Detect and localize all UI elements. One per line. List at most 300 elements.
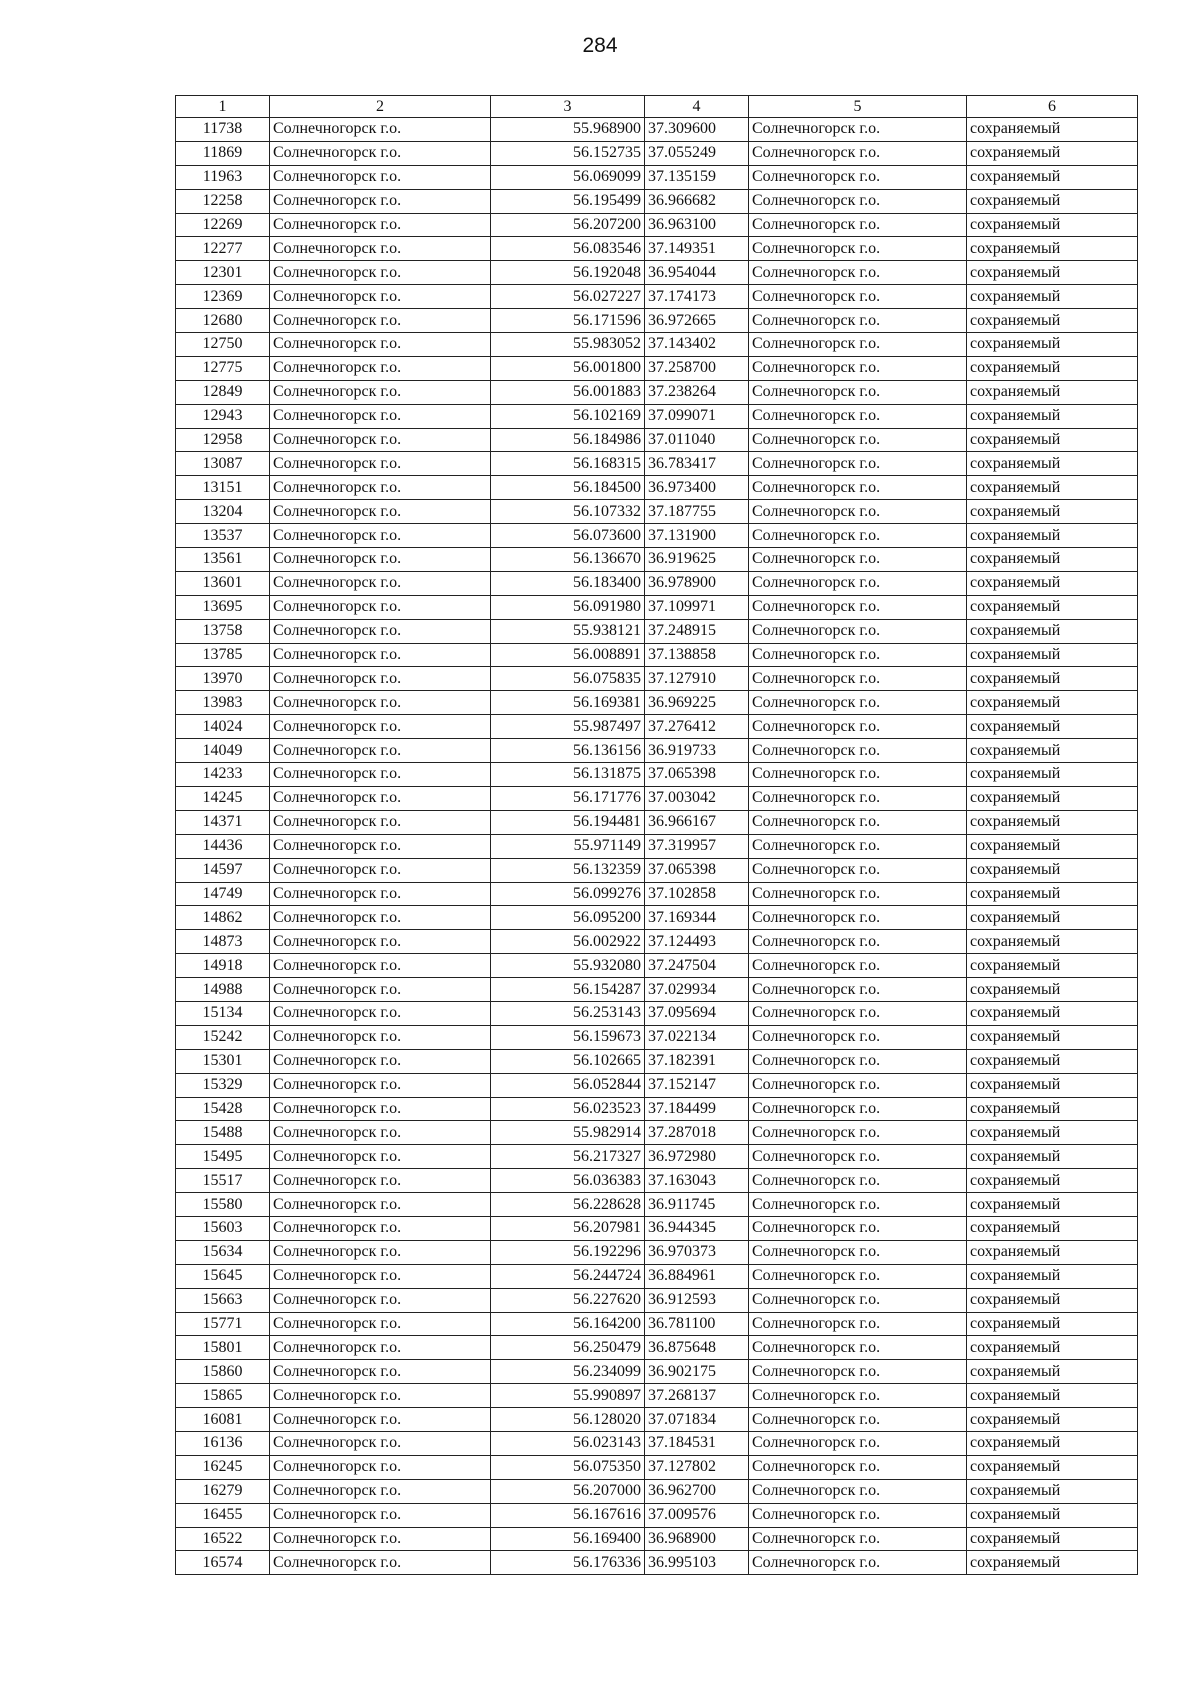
district-cell: Солнечногорск г.о. bbox=[270, 930, 491, 954]
object-id-cell: 13537 bbox=[176, 524, 270, 548]
municipality-cell: Солнечногорск г.о. bbox=[749, 213, 967, 237]
longitude-cell: 37.071834 bbox=[645, 1408, 749, 1432]
object-id-cell: 13151 bbox=[176, 476, 270, 500]
table-row bbox=[176, 1264, 1138, 1288]
latitude-cell: 56.152735 bbox=[491, 141, 645, 165]
object-id-cell: 15134 bbox=[176, 1001, 270, 1025]
object-id-cell: 14049 bbox=[176, 739, 270, 763]
table-row bbox=[176, 1145, 1138, 1169]
longitude-cell: 36.973400 bbox=[645, 476, 749, 500]
table-row bbox=[176, 261, 1138, 285]
object-id-cell: 12258 bbox=[176, 189, 270, 213]
status-cell: сохраняемый bbox=[967, 1551, 1138, 1575]
longitude-cell: 37.152147 bbox=[645, 1073, 749, 1097]
status-cell: сохраняемый bbox=[967, 1097, 1138, 1121]
district-cell: Солнечногорск г.о. bbox=[270, 858, 491, 882]
status-cell: сохраняемый bbox=[967, 548, 1138, 572]
object-id-cell: 13785 bbox=[176, 643, 270, 667]
object-id-cell: 15495 bbox=[176, 1145, 270, 1169]
municipality-cell: Солнечногорск г.о. bbox=[749, 954, 967, 978]
latitude-cell: 56.159673 bbox=[491, 1025, 645, 1049]
longitude-cell: 36.966682 bbox=[645, 189, 749, 213]
table-row bbox=[176, 1049, 1138, 1073]
municipality-cell: Солнечногорск г.о. bbox=[749, 165, 967, 189]
latitude-cell: 56.069099 bbox=[491, 165, 645, 189]
longitude-cell: 37.174173 bbox=[645, 285, 749, 309]
latitude-cell: 56.192296 bbox=[491, 1240, 645, 1264]
object-id-cell: 14749 bbox=[176, 882, 270, 906]
table-row bbox=[176, 1479, 1138, 1503]
latitude-cell: 56.095200 bbox=[491, 906, 645, 930]
object-id-cell: 15771 bbox=[176, 1312, 270, 1336]
longitude-cell: 37.065398 bbox=[645, 763, 749, 787]
object-id-cell: 15428 bbox=[176, 1097, 270, 1121]
municipality-cell: Солнечногорск г.о. bbox=[749, 1240, 967, 1264]
object-id-cell: 12277 bbox=[176, 237, 270, 261]
municipality-cell: Солнечногорск г.о. bbox=[749, 1479, 967, 1503]
object-id-cell: 12775 bbox=[176, 356, 270, 380]
district-cell: Солнечногорск г.о. bbox=[270, 715, 491, 739]
latitude-cell: 56.227620 bbox=[491, 1288, 645, 1312]
municipality-cell: Солнечногорск г.о. bbox=[749, 1121, 967, 1145]
status-cell: сохраняемый bbox=[967, 643, 1138, 667]
status-cell: сохраняемый bbox=[967, 404, 1138, 428]
latitude-cell: 56.195499 bbox=[491, 189, 645, 213]
column-header: 5 bbox=[749, 96, 967, 118]
municipality-cell: Солнечногорск г.о. bbox=[749, 1193, 967, 1217]
municipality-cell: Солнечногорск г.о. bbox=[749, 715, 967, 739]
latitude-cell: 56.253143 bbox=[491, 1001, 645, 1025]
table-row bbox=[176, 1503, 1138, 1527]
status-cell: сохраняемый bbox=[967, 165, 1138, 189]
longitude-cell: 37.065398 bbox=[645, 858, 749, 882]
longitude-cell: 37.184499 bbox=[645, 1097, 749, 1121]
latitude-cell: 56.023523 bbox=[491, 1097, 645, 1121]
status-cell: сохраняемый bbox=[967, 1312, 1138, 1336]
municipality-cell: Солнечногорск г.о. bbox=[749, 667, 967, 691]
status-cell: сохраняемый bbox=[967, 858, 1138, 882]
object-id-cell: 15603 bbox=[176, 1216, 270, 1240]
longitude-cell: 36.781100 bbox=[645, 1312, 749, 1336]
municipality-cell: Солнечногорск г.о. bbox=[749, 1455, 967, 1479]
table-row bbox=[176, 1336, 1138, 1360]
status-cell: сохраняемый bbox=[967, 1408, 1138, 1432]
table-row bbox=[176, 1384, 1138, 1408]
column-header: 4 bbox=[645, 96, 749, 118]
municipality-cell: Солнечногорск г.о. bbox=[749, 619, 967, 643]
latitude-cell: 56.217327 bbox=[491, 1145, 645, 1169]
district-cell: Солнечногорск г.о. bbox=[270, 1121, 491, 1145]
status-cell: сохраняемый bbox=[967, 1240, 1138, 1264]
object-id-cell: 13561 bbox=[176, 548, 270, 572]
table-row bbox=[176, 810, 1138, 834]
municipality-cell: Солнечногорск г.о. bbox=[749, 237, 967, 261]
status-cell: сохраняемый bbox=[967, 1336, 1138, 1360]
table-row bbox=[176, 404, 1138, 428]
object-id-cell: 14862 bbox=[176, 906, 270, 930]
table-header-row bbox=[176, 96, 1138, 118]
municipality-cell: Солнечногорск г.о. bbox=[749, 1336, 967, 1360]
latitude-cell: 56.171776 bbox=[491, 786, 645, 810]
municipality-cell: Солнечногорск г.о. bbox=[749, 858, 967, 882]
object-id-cell: 15801 bbox=[176, 1336, 270, 1360]
longitude-cell: 37.022134 bbox=[645, 1025, 749, 1049]
object-id-cell: 13970 bbox=[176, 667, 270, 691]
district-cell: Солнечногорск г.о. bbox=[270, 1169, 491, 1193]
district-cell: Солнечногорск г.о. bbox=[270, 763, 491, 787]
latitude-cell: 56.102665 bbox=[491, 1049, 645, 1073]
district-cell: Солнечногорск г.о. bbox=[270, 500, 491, 524]
table-row bbox=[176, 1312, 1138, 1336]
table-row bbox=[176, 1121, 1138, 1145]
municipality-cell: Солнечногорск г.о. bbox=[749, 261, 967, 285]
latitude-cell: 56.207000 bbox=[491, 1479, 645, 1503]
table-row bbox=[176, 715, 1138, 739]
status-cell: сохраняемый bbox=[967, 691, 1138, 715]
table-row bbox=[176, 763, 1138, 787]
status-cell: сохраняемый bbox=[967, 786, 1138, 810]
municipality-cell: Солнечногорск г.о. bbox=[749, 1216, 967, 1240]
district-cell: Солнечногорск г.о. bbox=[270, 1455, 491, 1479]
object-id-cell: 15860 bbox=[176, 1360, 270, 1384]
municipality-cell: Солнечногорск г.о. bbox=[749, 978, 967, 1002]
object-id-cell: 16574 bbox=[176, 1551, 270, 1575]
object-id-cell: 14371 bbox=[176, 810, 270, 834]
longitude-cell: 37.149351 bbox=[645, 237, 749, 261]
municipality-cell: Солнечногорск г.о. bbox=[749, 118, 967, 142]
table-row bbox=[176, 237, 1138, 261]
latitude-cell: 56.052844 bbox=[491, 1073, 645, 1097]
table-row bbox=[176, 1193, 1138, 1217]
object-id-cell: 12369 bbox=[176, 285, 270, 309]
object-id-cell: 16136 bbox=[176, 1431, 270, 1455]
column-header: 1 bbox=[176, 96, 270, 118]
table-row bbox=[176, 548, 1138, 572]
page-number: 284 bbox=[582, 34, 618, 57]
district-cell: Солнечногорск г.о. bbox=[270, 1384, 491, 1408]
district-cell: Солнечногорск г.о. bbox=[270, 333, 491, 357]
district-cell: Солнечногорск г.о. bbox=[270, 380, 491, 404]
district-cell: Солнечногорск г.о. bbox=[270, 978, 491, 1002]
status-cell: сохраняемый bbox=[967, 1001, 1138, 1025]
table-row bbox=[176, 930, 1138, 954]
status-cell: сохраняемый bbox=[967, 213, 1138, 237]
municipality-cell: Солнечногорск г.о. bbox=[749, 1025, 967, 1049]
object-id-cell: 14988 bbox=[176, 978, 270, 1002]
status-cell: сохраняемый bbox=[967, 476, 1138, 500]
latitude-cell: 55.983052 bbox=[491, 333, 645, 357]
longitude-cell: 37.268137 bbox=[645, 1384, 749, 1408]
object-id-cell: 13087 bbox=[176, 452, 270, 476]
municipality-cell: Солнечногорск г.о. bbox=[749, 691, 967, 715]
municipality-cell: Солнечногорск г.о. bbox=[749, 141, 967, 165]
status-cell: сохраняемый bbox=[967, 715, 1138, 739]
municipality-cell: Солнечногорск г.о. bbox=[749, 834, 967, 858]
column-header: 2 bbox=[270, 96, 491, 118]
table-row bbox=[176, 906, 1138, 930]
district-cell: Солнечногорск г.о. bbox=[270, 834, 491, 858]
longitude-cell: 37.169344 bbox=[645, 906, 749, 930]
object-id-cell: 14597 bbox=[176, 858, 270, 882]
longitude-cell: 37.003042 bbox=[645, 786, 749, 810]
municipality-cell: Солнечногорск г.о. bbox=[749, 356, 967, 380]
status-cell: сохраняемый bbox=[967, 524, 1138, 548]
longitude-cell: 37.135159 bbox=[645, 165, 749, 189]
latitude-cell: 56.132359 bbox=[491, 858, 645, 882]
latitude-cell: 56.184986 bbox=[491, 428, 645, 452]
object-id-cell: 13204 bbox=[176, 500, 270, 524]
latitude-cell: 55.938121 bbox=[491, 619, 645, 643]
municipality-cell: Солнечногорск г.о. bbox=[749, 548, 967, 572]
latitude-cell: 56.001800 bbox=[491, 356, 645, 380]
object-id-cell: 15663 bbox=[176, 1288, 270, 1312]
district-cell: Солнечногорск г.о. bbox=[270, 882, 491, 906]
district-cell: Солнечногорск г.о. bbox=[270, 595, 491, 619]
latitude-cell: 56.099276 bbox=[491, 882, 645, 906]
latitude-cell: 56.136156 bbox=[491, 739, 645, 763]
longitude-cell: 37.309600 bbox=[645, 118, 749, 142]
longitude-cell: 36.875648 bbox=[645, 1336, 749, 1360]
longitude-cell: 36.912593 bbox=[645, 1288, 749, 1312]
status-cell: сохраняемый bbox=[967, 763, 1138, 787]
longitude-cell: 36.944345 bbox=[645, 1216, 749, 1240]
district-cell: Солнечногорск г.о. bbox=[270, 1431, 491, 1455]
table-row bbox=[176, 452, 1138, 476]
status-cell: сохраняемый bbox=[967, 1360, 1138, 1384]
table-row bbox=[176, 309, 1138, 333]
latitude-cell: 56.075350 bbox=[491, 1455, 645, 1479]
status-cell: сохраняемый bbox=[967, 189, 1138, 213]
longitude-cell: 36.919625 bbox=[645, 548, 749, 572]
district-cell: Солнечногорск г.о. bbox=[270, 571, 491, 595]
longitude-cell: 36.968900 bbox=[645, 1527, 749, 1551]
table-body bbox=[176, 118, 1138, 1575]
object-id-cell: 12958 bbox=[176, 428, 270, 452]
latitude-cell: 56.192048 bbox=[491, 261, 645, 285]
object-id-cell: 13695 bbox=[176, 595, 270, 619]
status-cell: сохраняемый bbox=[967, 667, 1138, 691]
latitude-cell: 55.932080 bbox=[491, 954, 645, 978]
longitude-cell: 37.102858 bbox=[645, 882, 749, 906]
longitude-cell: 36.884961 bbox=[645, 1264, 749, 1288]
status-cell: сохраняемый bbox=[967, 1384, 1138, 1408]
status-cell: сохраняемый bbox=[967, 1479, 1138, 1503]
longitude-cell: 36.919733 bbox=[645, 739, 749, 763]
table-row bbox=[176, 858, 1138, 882]
longitude-cell: 36.995103 bbox=[645, 1551, 749, 1575]
municipality-cell: Солнечногорск г.о. bbox=[749, 786, 967, 810]
registry-table bbox=[175, 95, 1138, 1575]
municipality-cell: Солнечногорск г.о. bbox=[749, 1431, 967, 1455]
longitude-cell: 37.247504 bbox=[645, 954, 749, 978]
latitude-cell: 56.176336 bbox=[491, 1551, 645, 1575]
municipality-cell: Солнечногорск г.о. bbox=[749, 1408, 967, 1432]
status-cell: сохраняемый bbox=[967, 1288, 1138, 1312]
district-cell: Солнечногорск г.о. bbox=[270, 1240, 491, 1264]
table-row bbox=[176, 882, 1138, 906]
object-id-cell: 16245 bbox=[176, 1455, 270, 1479]
table-row bbox=[176, 476, 1138, 500]
district-cell: Солнечногорск г.о. bbox=[270, 667, 491, 691]
district-cell: Солнечногорск г.о. bbox=[270, 548, 491, 572]
municipality-cell: Солнечногорск г.о. bbox=[749, 500, 967, 524]
district-cell: Солнечногорск г.о. bbox=[270, 1336, 491, 1360]
object-id-cell: 16081 bbox=[176, 1408, 270, 1432]
municipality-cell: Солнечногорск г.о. bbox=[749, 333, 967, 357]
longitude-cell: 36.963100 bbox=[645, 213, 749, 237]
municipality-cell: Солнечногорск г.о. bbox=[749, 1169, 967, 1193]
table-row bbox=[176, 667, 1138, 691]
object-id-cell: 16522 bbox=[176, 1527, 270, 1551]
municipality-cell: Солнечногорск г.о. bbox=[749, 1145, 967, 1169]
municipality-cell: Солнечногорск г.о. bbox=[749, 1312, 967, 1336]
status-cell: сохраняемый bbox=[967, 571, 1138, 595]
table-row bbox=[176, 786, 1138, 810]
table-row bbox=[176, 356, 1138, 380]
object-id-cell: 13758 bbox=[176, 619, 270, 643]
district-cell: Солнечногорск г.о. bbox=[270, 261, 491, 285]
longitude-cell: 36.962700 bbox=[645, 1479, 749, 1503]
object-id-cell: 14873 bbox=[176, 930, 270, 954]
district-cell: Солнечногорск г.о. bbox=[270, 1073, 491, 1097]
municipality-cell: Солнечногорск г.о. bbox=[749, 643, 967, 667]
municipality-cell: Солнечногорск г.о. bbox=[749, 1073, 967, 1097]
table-row bbox=[176, 380, 1138, 404]
table-row bbox=[176, 834, 1138, 858]
longitude-cell: 37.095694 bbox=[645, 1001, 749, 1025]
object-id-cell: 12680 bbox=[176, 309, 270, 333]
longitude-cell: 37.276412 bbox=[645, 715, 749, 739]
object-id-cell: 12849 bbox=[176, 380, 270, 404]
district-cell: Солнечногорск г.о. bbox=[270, 786, 491, 810]
latitude-cell: 56.036383 bbox=[491, 1169, 645, 1193]
object-id-cell: 15865 bbox=[176, 1384, 270, 1408]
table-row bbox=[176, 691, 1138, 715]
status-cell: сохраняемый bbox=[967, 500, 1138, 524]
latitude-cell: 56.008891 bbox=[491, 643, 645, 667]
latitude-cell: 56.184500 bbox=[491, 476, 645, 500]
municipality-cell: Солнечногорск г.о. bbox=[749, 189, 967, 213]
longitude-cell: 36.966167 bbox=[645, 810, 749, 834]
column-header: 3 bbox=[491, 96, 645, 118]
district-cell: Солнечногорск г.о. bbox=[270, 1145, 491, 1169]
latitude-cell: 56.168315 bbox=[491, 452, 645, 476]
district-cell: Солнечногорск г.о. bbox=[270, 118, 491, 142]
municipality-cell: Солнечногорск г.о. bbox=[749, 1264, 967, 1288]
latitude-cell: 56.107332 bbox=[491, 500, 645, 524]
status-cell: сохраняемый bbox=[967, 1216, 1138, 1240]
district-cell: Солнечногорск г.о. bbox=[270, 810, 491, 834]
longitude-cell: 37.187755 bbox=[645, 500, 749, 524]
table-row bbox=[176, 1431, 1138, 1455]
longitude-cell: 36.954044 bbox=[645, 261, 749, 285]
status-cell: сохраняемый bbox=[967, 1073, 1138, 1097]
table-row bbox=[176, 1527, 1138, 1551]
table-row bbox=[176, 333, 1138, 357]
status-cell: сохраняемый bbox=[967, 452, 1138, 476]
table-row bbox=[176, 954, 1138, 978]
district-cell: Солнечногорск г.о. bbox=[270, 643, 491, 667]
status-cell: сохраняемый bbox=[967, 118, 1138, 142]
object-id-cell: 11869 bbox=[176, 141, 270, 165]
longitude-cell: 37.099071 bbox=[645, 404, 749, 428]
object-id-cell: 16455 bbox=[176, 1503, 270, 1527]
status-cell: сохраняемый bbox=[967, 1264, 1138, 1288]
object-id-cell: 15634 bbox=[176, 1240, 270, 1264]
district-cell: Солнечногорск г.о. bbox=[270, 1360, 491, 1384]
municipality-cell: Солнечногорск г.о. bbox=[749, 906, 967, 930]
municipality-cell: Солнечногорск г.о. bbox=[749, 1001, 967, 1025]
latitude-cell: 56.023143 bbox=[491, 1431, 645, 1455]
status-cell: сохраняемый bbox=[967, 1431, 1138, 1455]
status-cell: сохраняемый bbox=[967, 978, 1138, 1002]
district-cell: Солнечногорск г.о. bbox=[270, 739, 491, 763]
status-cell: сохраняемый bbox=[967, 1455, 1138, 1479]
status-cell: сохраняемый bbox=[967, 261, 1138, 285]
status-cell: сохраняемый bbox=[967, 1527, 1138, 1551]
table-row bbox=[176, 1001, 1138, 1025]
latitude-cell: 56.027227 bbox=[491, 285, 645, 309]
longitude-cell: 37.131900 bbox=[645, 524, 749, 548]
municipality-cell: Солнечногорск г.о. bbox=[749, 524, 967, 548]
status-cell: сохраняемый bbox=[967, 834, 1138, 858]
table-row bbox=[176, 118, 1138, 142]
object-id-cell: 12943 bbox=[176, 404, 270, 428]
longitude-cell: 37.258700 bbox=[645, 356, 749, 380]
municipality-cell: Солнечногорск г.о. bbox=[749, 452, 967, 476]
longitude-cell: 37.109971 bbox=[645, 595, 749, 619]
table-row bbox=[176, 428, 1138, 452]
district-cell: Солнечногорск г.о. bbox=[270, 452, 491, 476]
district-cell: Солнечногорск г.о. bbox=[270, 906, 491, 930]
longitude-cell: 37.248915 bbox=[645, 619, 749, 643]
status-cell: сохраняемый bbox=[967, 595, 1138, 619]
status-cell: сохраняемый bbox=[967, 954, 1138, 978]
object-id-cell: 15301 bbox=[176, 1049, 270, 1073]
table-row bbox=[176, 1408, 1138, 1432]
latitude-cell: 56.075835 bbox=[491, 667, 645, 691]
object-id-cell: 15645 bbox=[176, 1264, 270, 1288]
district-cell: Солнечногорск г.о. bbox=[270, 404, 491, 428]
latitude-cell: 56.164200 bbox=[491, 1312, 645, 1336]
district-cell: Солнечногорск г.о. bbox=[270, 1312, 491, 1336]
table-row bbox=[176, 141, 1138, 165]
latitude-cell: 56.183400 bbox=[491, 571, 645, 595]
latitude-cell: 56.002922 bbox=[491, 930, 645, 954]
status-cell: сохраняемый bbox=[967, 356, 1138, 380]
municipality-cell: Солнечногорск г.о. bbox=[749, 1384, 967, 1408]
table-row bbox=[176, 571, 1138, 595]
latitude-cell: 56.169400 bbox=[491, 1527, 645, 1551]
latitude-cell: 56.167616 bbox=[491, 1503, 645, 1527]
object-id-cell: 15517 bbox=[176, 1169, 270, 1193]
district-cell: Солнечногорск г.о. bbox=[270, 1049, 491, 1073]
latitude-cell: 56.207981 bbox=[491, 1216, 645, 1240]
municipality-cell: Солнечногорск г.о. bbox=[749, 571, 967, 595]
municipality-cell: Солнечногорск г.о. bbox=[749, 1097, 967, 1121]
latitude-cell: 55.971149 bbox=[491, 834, 645, 858]
longitude-cell: 37.184531 bbox=[645, 1431, 749, 1455]
table-row bbox=[176, 1360, 1138, 1384]
district-cell: Солнечногорск г.о. bbox=[270, 1001, 491, 1025]
table-row bbox=[176, 165, 1138, 189]
district-cell: Солнечногорск г.о. bbox=[270, 237, 491, 261]
latitude-cell: 56.083546 bbox=[491, 237, 645, 261]
latitude-cell: 56.102169 bbox=[491, 404, 645, 428]
status-cell: сохраняемый bbox=[967, 1121, 1138, 1145]
district-cell: Солнечногорск г.о. bbox=[270, 1288, 491, 1312]
longitude-cell: 37.182391 bbox=[645, 1049, 749, 1073]
